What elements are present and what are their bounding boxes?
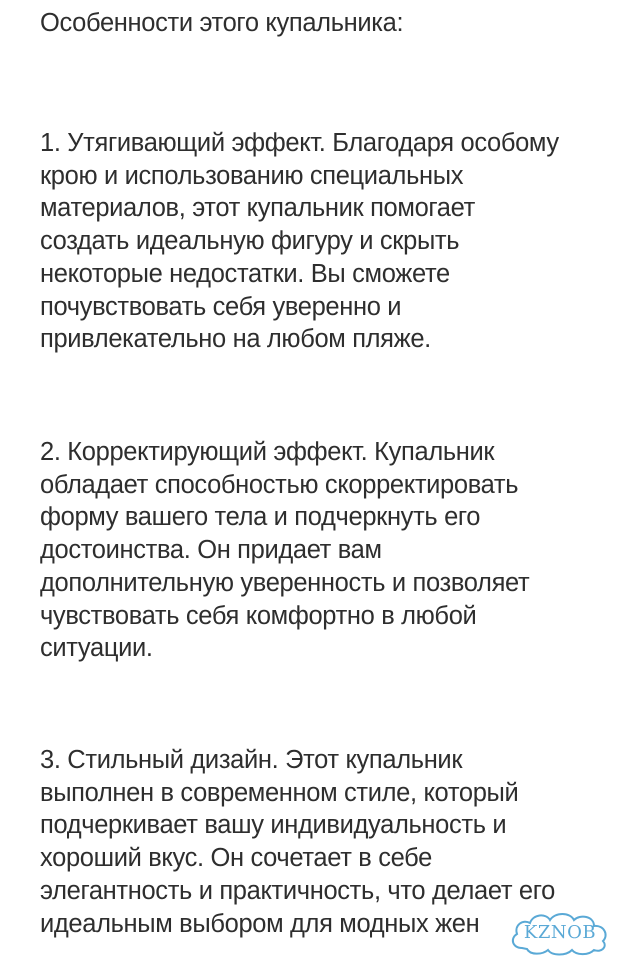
text-line: материалов, этот купальник помогает xyxy=(40,194,475,223)
text-line: некоторые недостатки. Вы сможете xyxy=(40,259,450,288)
text-line: обладает способностью скорректировать xyxy=(40,470,519,499)
text-line: дополнительную уверенность и позволяет xyxy=(40,568,530,597)
text-line: создать идеальную фигуру и скрыть xyxy=(40,227,460,256)
text-line: элегантность и практичность, что делает его xyxy=(40,876,555,905)
text-line: почувствовать себя уверенно и xyxy=(40,292,402,321)
text-line: 1. Утягивающий эффект. Благодаря особому xyxy=(40,129,559,157)
text-line: хороший вкус. Он сочетает в себе xyxy=(40,844,432,873)
text-line: чувствовать себя комфортно в любой xyxy=(40,601,477,630)
watermark-logo xyxy=(508,908,612,958)
text-line: достоинства. Он придает вам xyxy=(40,536,382,565)
text-line: форму вашего тела и подчеркнуть его xyxy=(40,503,481,532)
text-line: 2. Корректирующий эффект. Купальник xyxy=(40,438,495,466)
text-line: крою и использованию специальных xyxy=(40,161,464,190)
text-line: привлекательно на любом пляже. xyxy=(40,325,431,354)
intro-heading xyxy=(40,7,600,40)
text-line: выполнен в современном стиле, который xyxy=(40,778,519,807)
text-line: ситуации. xyxy=(40,634,153,663)
text-line: идеальным выбором для модных жен xyxy=(40,909,480,938)
text-line: 3. Стильный дизайн. Этот купальник xyxy=(40,746,463,774)
watermark-text: KZNOB xyxy=(523,922,597,943)
text-line: Особенности этого купальника: xyxy=(40,9,404,37)
feature-paragraph-2 xyxy=(40,436,600,665)
text-line: подчеркивает вашу индивидуальность и xyxy=(40,811,507,840)
feature-paragraph-1 xyxy=(40,127,600,356)
